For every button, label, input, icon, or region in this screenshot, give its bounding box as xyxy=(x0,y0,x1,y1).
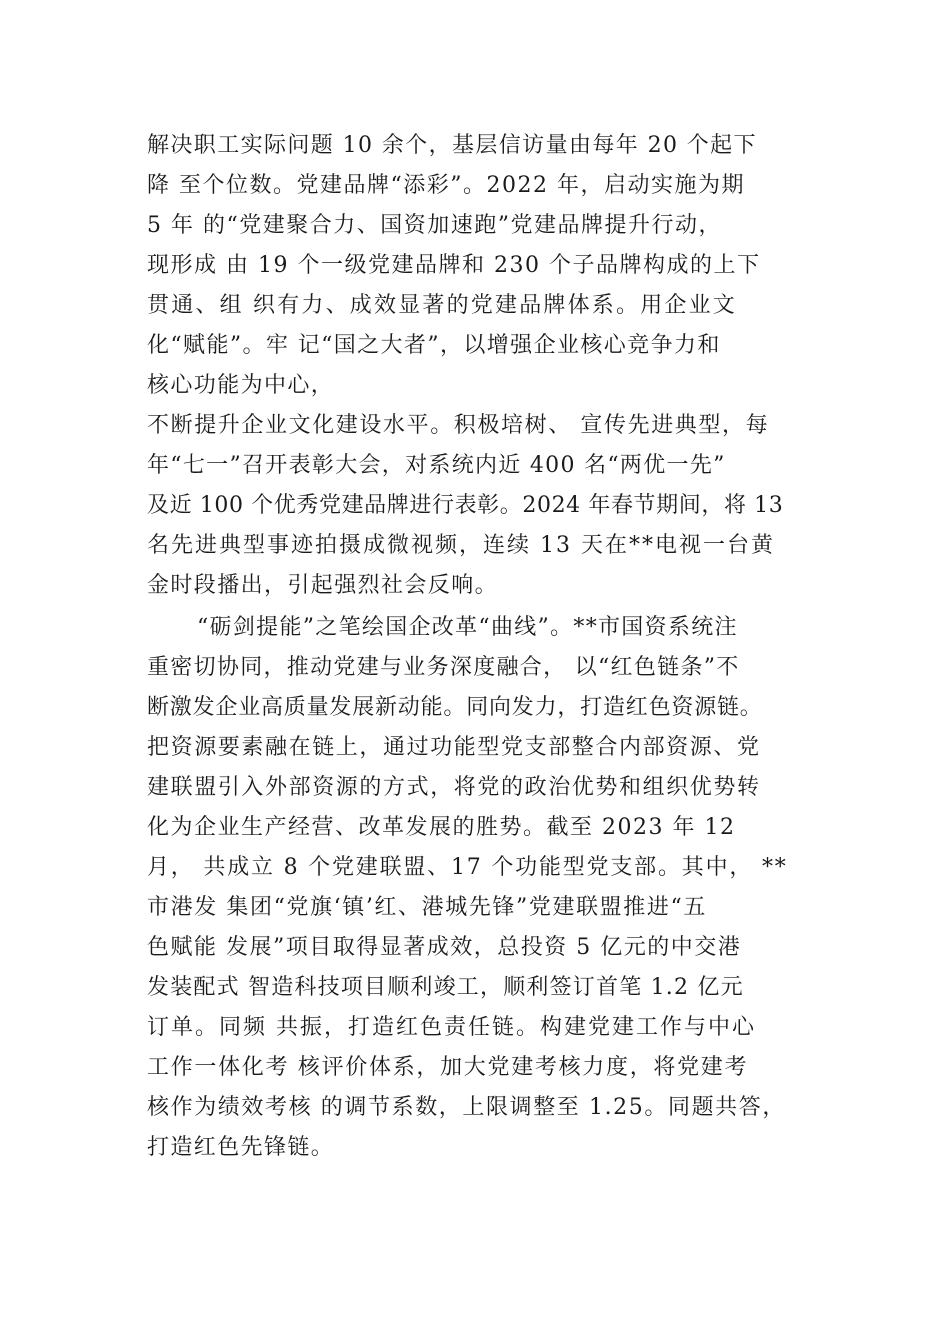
text-line: 现形成 由 19 个一级党建品牌和 230 个子品牌构成的上下 xyxy=(147,253,761,278)
text-line: 化为企业生产经营、改革发展的胜势。截至 2023 年 12 xyxy=(147,815,736,840)
text-line: 断激发企业高质量发展新动能。同向发力，打造红色资源链。 xyxy=(147,695,763,720)
text-line: 5 年 的“党建聚合力、国资加速跑”党建品牌提升行动， xyxy=(147,213,722,238)
text-line: 不断提升企业文化建设水平。积极培树、 宣传先进典型，每 xyxy=(147,413,770,438)
text-line: 名先进典型事迹拍摄成微视频，连续 13 天在**电视一台黄 xyxy=(147,533,775,558)
text-line: 色赋能 发展”项目取得显著成效，总投资 5 亿元的中交港 xyxy=(147,935,742,960)
text-line: 工作一体化考 核评价体系，加大党建考核力度，将党建考 xyxy=(147,1055,749,1080)
text-line: 核心功能为中心， xyxy=(147,373,335,398)
text-line: 降 至个位数。党建品牌“添彩”。2022 年，启动实施为期 xyxy=(147,173,745,198)
text-line: 核作为绩效考核 的调节系数，上限调整至 1.25。同题共答， xyxy=(147,1095,786,1120)
paragraph-start-line: “砺剑提能”之笔绘国企改革“曲线”。**市国资系统注 xyxy=(197,615,738,640)
text-line: 打造红色先锋链。 xyxy=(147,1135,335,1160)
text-line: 重密切协同，推动党建与业务深度融合， 以“红色链条”不 xyxy=(147,655,740,680)
text-line: 化“赋能”。牢 记“国之大者”，以增强企业核心竞争力和 xyxy=(147,333,721,358)
text-line: 发装配式 智造科技项目顺利竣工，顺利签订首笔 1.2 亿元 xyxy=(147,975,744,1000)
text-line: 贯通、组 织有力、成效显著的党建品牌体系。用企业文 xyxy=(147,293,737,318)
text-line: 年“七一”召开表彰大会，对系统内近 400 名“两优一先” xyxy=(147,453,726,478)
text-line: 金时段播出，引起强烈社会反响。 xyxy=(147,573,499,598)
text-line: 及近 100 个优秀党建品牌进行表彰。2024 年春节期间，将 13 xyxy=(147,493,784,518)
text-line: 市港发 集团“党旗‘镇’红、港城先锋”党建联盟推进“五 xyxy=(147,895,707,920)
text-line: 建联盟引入外部资源的方式，将党的政治优势和组织优势转 xyxy=(147,775,761,800)
text-line: 解决职工实际问题 10 余个，基层信访量由每年 20 个起下 xyxy=(147,133,757,158)
text-line: 把资源要素融在链上，通过功能型党支部整合内部资源、党 xyxy=(147,735,761,760)
text-line: 月， 共成立 8 个党建联盟、17 个功能型党支部。其中， ** xyxy=(147,855,788,880)
text-line: 订单。同频 共振，打造红色责任链。构建党建工作与中心 xyxy=(147,1015,756,1040)
